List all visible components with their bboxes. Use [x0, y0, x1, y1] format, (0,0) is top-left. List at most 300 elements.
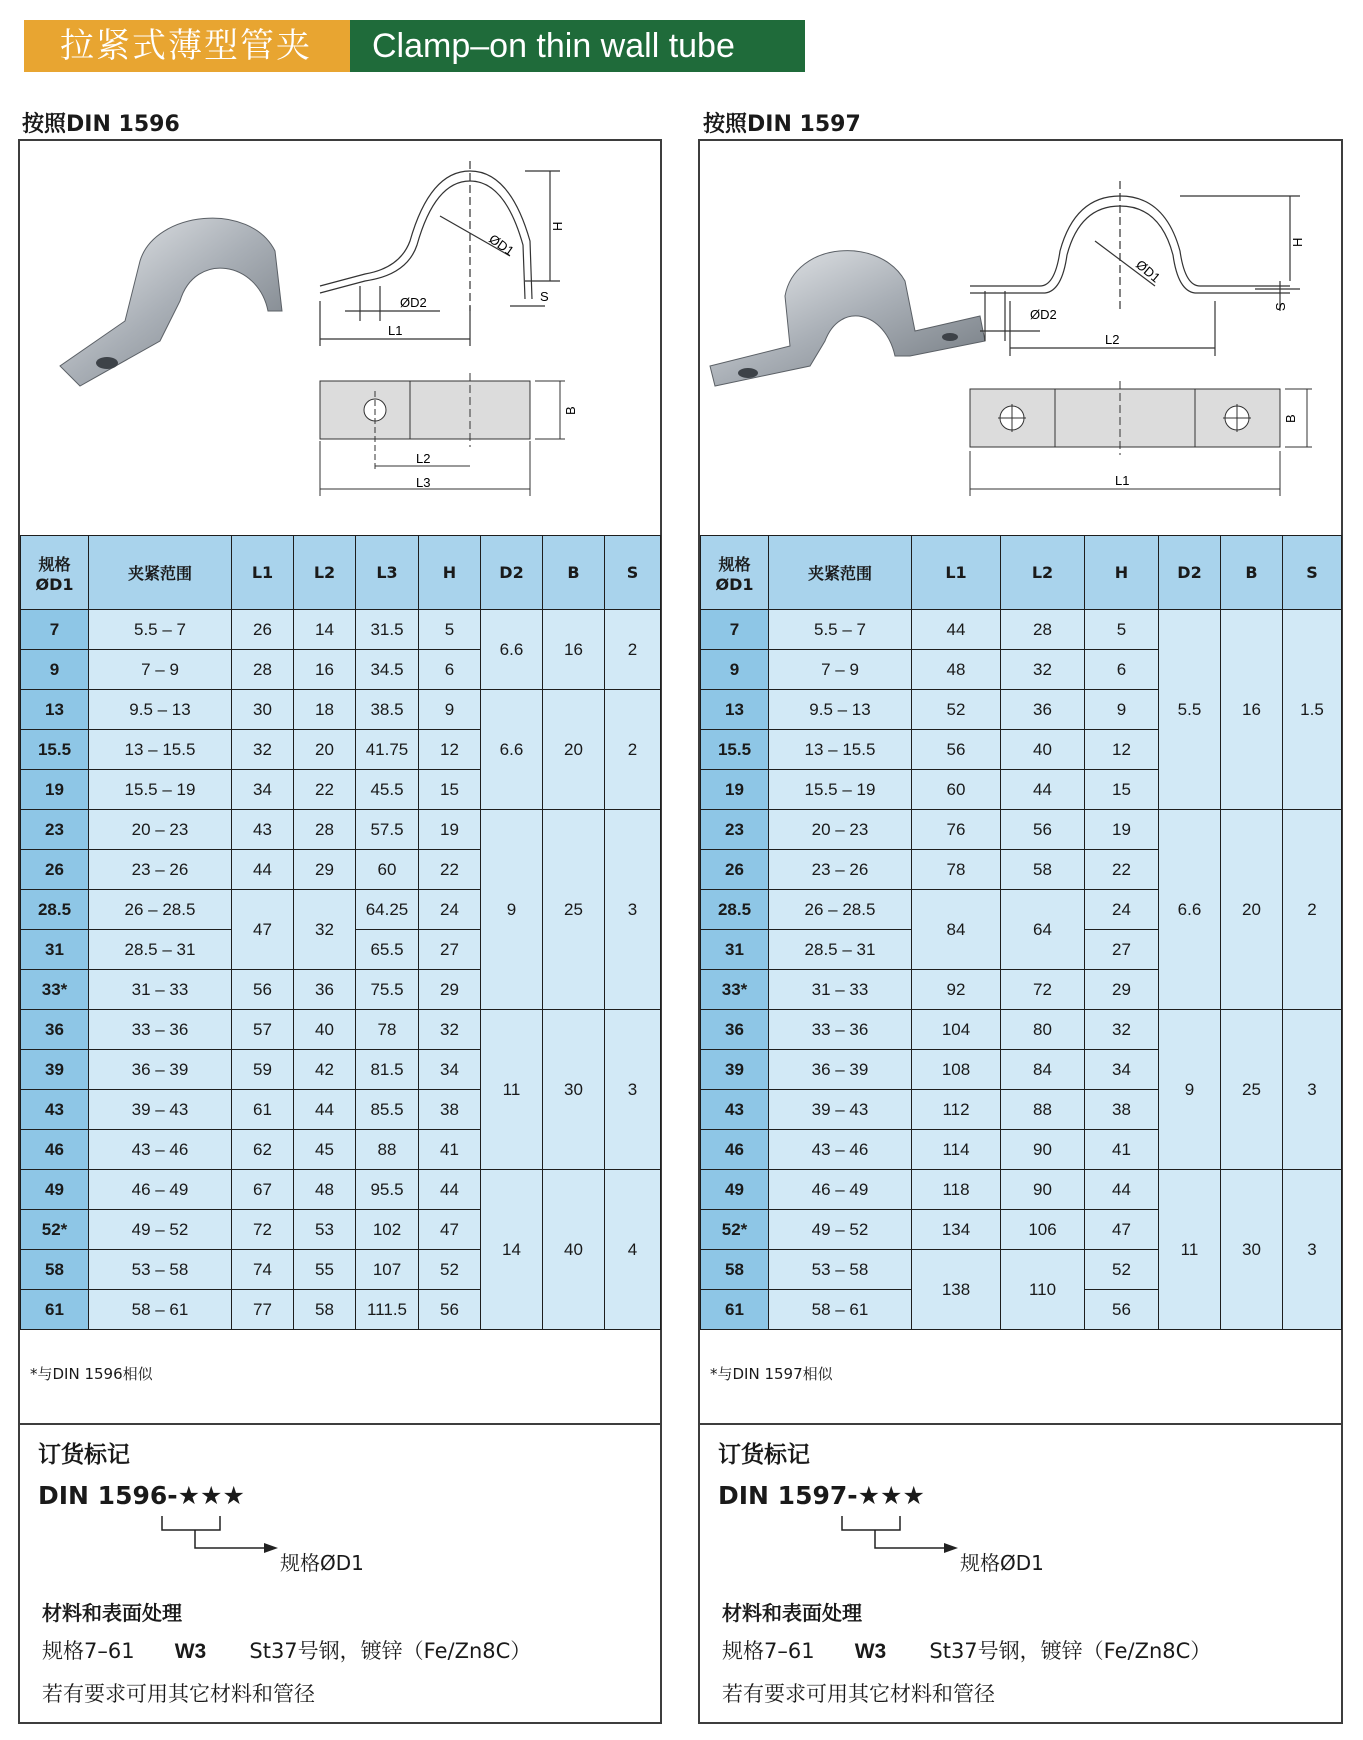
- header-cell: B: [1221, 536, 1283, 610]
- header-cell: L2: [1001, 536, 1085, 610]
- value-cell: 42: [294, 1050, 356, 1090]
- left-order-title: 订货标记: [38, 1442, 130, 1468]
- group-cell-d2: 11: [481, 1010, 543, 1170]
- group-cell-d2: 14: [481, 1170, 543, 1330]
- size-cell: 52*: [701, 1210, 769, 1250]
- right-order-title: 订货标记: [718, 1442, 810, 1468]
- size-cell: 9: [21, 650, 89, 690]
- value-cell: 32: [1001, 650, 1085, 690]
- size-cell: 43: [21, 1090, 89, 1130]
- right-divider: [700, 1423, 1341, 1425]
- value-cell: 26 – 28.5: [769, 890, 912, 930]
- value-cell: 47: [1085, 1210, 1159, 1250]
- value-cell: 38: [1085, 1090, 1159, 1130]
- size-cell: 23: [21, 810, 89, 850]
- value-cell: 56: [232, 970, 294, 1010]
- value-cell: 23 – 26: [89, 850, 232, 890]
- value-cell: 38.5: [356, 690, 419, 730]
- value-cell: 34.5: [356, 650, 419, 690]
- value-cell: 108: [912, 1050, 1001, 1090]
- value-cell: 53 – 58: [89, 1250, 232, 1290]
- left-divider: [20, 1423, 660, 1425]
- value-cell: 36 – 39: [769, 1050, 912, 1090]
- value-cell: 29: [1085, 970, 1159, 1010]
- size-cell: 13: [21, 690, 89, 730]
- value-cell: 28.5 – 31: [89, 930, 232, 970]
- group-cell-s: 3: [605, 1010, 661, 1170]
- header-cell: L1: [232, 536, 294, 610]
- value-cell: 78: [356, 1010, 419, 1050]
- label-h: H: [550, 221, 565, 231]
- value-cell: 57.5: [356, 810, 419, 850]
- header-cell: L1: [912, 536, 1001, 610]
- table-row: [21, 1170, 661, 1210]
- size-cell: 39: [21, 1050, 89, 1090]
- right-material-line: [722, 1635, 1211, 1665]
- clamp-photo: [60, 218, 282, 386]
- value-cell: 60: [912, 770, 1001, 810]
- side-view: [320, 161, 560, 346]
- value-cell: 72: [232, 1210, 294, 1250]
- header-cell: S: [605, 536, 661, 610]
- value-cell: 30: [232, 690, 294, 730]
- size-cell: 7: [701, 610, 769, 650]
- value-cell: 40: [1001, 730, 1085, 770]
- value-cell: 6: [1085, 650, 1159, 690]
- size-cell: 61: [21, 1290, 89, 1330]
- value-cell: 85.5: [356, 1090, 419, 1130]
- value-cell: 32: [419, 1010, 481, 1050]
- left-footnote: *与DIN 1596相似: [30, 1365, 153, 1383]
- left-material-line: [42, 1635, 531, 1665]
- left-heading: 按照DIN 1596: [22, 112, 180, 137]
- size-cell: 43: [701, 1090, 769, 1130]
- size-cell: 46: [21, 1130, 89, 1170]
- right-drawing: [700, 141, 1341, 535]
- value-cell: 31 – 33: [89, 970, 232, 1010]
- value-cell: 55: [294, 1250, 356, 1290]
- value-cell: 28: [1001, 610, 1085, 650]
- size-cell: 19: [701, 770, 769, 810]
- value-cell: 7 – 9: [89, 650, 232, 690]
- table-row: [701, 810, 1342, 850]
- right-panel: [698, 139, 1343, 1724]
- value-cell: 95.5: [356, 1170, 419, 1210]
- value-cell: 62: [232, 1130, 294, 1170]
- value-cell: 90: [1001, 1130, 1085, 1170]
- left-material-note: 若有要求可用其它材料和管径: [42, 1682, 315, 1706]
- group-cell-b: 20: [1221, 810, 1283, 1010]
- size-cell: 49: [21, 1170, 89, 1210]
- group-cell-s: 3: [1283, 1010, 1342, 1170]
- group-cell-s: 2: [605, 610, 661, 690]
- label-l1: L1: [1115, 473, 1130, 488]
- value-cell: 92: [912, 970, 1001, 1010]
- value-cell: 14: [294, 610, 356, 650]
- value-cell: 67: [232, 1170, 294, 1210]
- left-material-grade: 规格7–61: [42, 1639, 135, 1663]
- value-cell: 13 – 15.5: [769, 730, 912, 770]
- right-diagram: [700, 141, 1341, 535]
- value-cell: 60: [356, 850, 419, 890]
- value-cell: 48: [294, 1170, 356, 1210]
- value-cell: 34: [419, 1050, 481, 1090]
- value-cell: 78: [912, 850, 1001, 890]
- value-cell: 134: [912, 1210, 1001, 1250]
- label-s: S: [540, 289, 549, 304]
- value-cell: 43 – 46: [89, 1130, 232, 1170]
- value-cell: 52: [1085, 1250, 1159, 1290]
- left-order-bracket: [160, 1516, 280, 1556]
- left-order-code: DIN 1596-★★★: [38, 1481, 245, 1510]
- left-spec-table: [20, 535, 661, 1330]
- value-cell: 24: [1085, 890, 1159, 930]
- group-cell-d2: 6.6: [481, 690, 543, 810]
- value-cell: 28: [294, 810, 356, 850]
- right-material-grade: 规格7–61: [722, 1639, 815, 1663]
- value-cell: 64.25: [356, 890, 419, 930]
- size-cell: 19: [21, 770, 89, 810]
- value-cell: 46 – 49: [89, 1170, 232, 1210]
- label-d2: ØD2: [400, 295, 427, 310]
- label-d1: ØD1: [486, 231, 517, 259]
- value-cell: 15.5 – 19: [89, 770, 232, 810]
- value-cell: 26: [232, 610, 294, 650]
- value-cell: 44: [1085, 1170, 1159, 1210]
- value-cell: 80: [1001, 1010, 1085, 1050]
- group-cell-b: 25: [1221, 1010, 1283, 1170]
- size-cell: 36: [21, 1010, 89, 1050]
- size-cell: 7: [21, 610, 89, 650]
- table-row: [21, 1010, 661, 1050]
- value-cell: 19: [419, 810, 481, 850]
- value-cell: 32: [1085, 1010, 1159, 1050]
- value-cell: 44: [294, 1090, 356, 1130]
- header-cell: D2: [1159, 536, 1221, 610]
- label-b: B: [563, 406, 578, 415]
- value-cell: 38: [419, 1090, 481, 1130]
- label-l1: L1: [388, 323, 403, 338]
- clamp-photo: [710, 251, 985, 386]
- value-cell: 20: [294, 730, 356, 770]
- left-material-title: 材料和表面处理: [42, 1601, 182, 1625]
- size-cell: 49: [701, 1170, 769, 1210]
- size-cell: 58: [701, 1250, 769, 1290]
- value-cell: 77: [232, 1290, 294, 1330]
- left-material-code: W3: [174, 1640, 207, 1663]
- value-cell: 44: [419, 1170, 481, 1210]
- value-cell: 53 – 58: [769, 1250, 912, 1290]
- value-cell: 88: [356, 1130, 419, 1170]
- value-cell: 56: [912, 730, 1001, 770]
- value-cell: 61: [232, 1090, 294, 1130]
- size-cell: 46: [701, 1130, 769, 1170]
- value-cell: 56: [1001, 810, 1085, 850]
- group-cell-b: 16: [1221, 610, 1283, 810]
- group-cell-b: 20: [543, 690, 605, 810]
- value-cell: 5.5 – 7: [89, 610, 232, 650]
- size-cell: 33*: [701, 970, 769, 1010]
- value-cell: 36: [1001, 690, 1085, 730]
- value-cell: 46 – 49: [769, 1170, 912, 1210]
- right-material-note: 若有要求可用其它材料和管径: [722, 1682, 995, 1706]
- value-cell: 41: [1085, 1130, 1159, 1170]
- right-order-bracket: [840, 1516, 960, 1556]
- value-cell: 52: [419, 1250, 481, 1290]
- size-cell: 31: [701, 930, 769, 970]
- label-d2: ØD2: [1030, 307, 1057, 322]
- size-cell: 26: [21, 850, 89, 890]
- value-cell: 41.75: [356, 730, 419, 770]
- value-cell: 22: [419, 850, 481, 890]
- value-cell: 53: [294, 1210, 356, 1250]
- group-cell-d2: 6.6: [481, 610, 543, 690]
- value-cell: 29: [419, 970, 481, 1010]
- value-cell: 84: [912, 890, 1001, 970]
- value-cell: 48: [912, 650, 1001, 690]
- size-cell: 15.5: [701, 730, 769, 770]
- group-cell-b: 40: [543, 1170, 605, 1330]
- value-cell: 18: [294, 690, 356, 730]
- value-cell: 45.5: [356, 770, 419, 810]
- header-cell: L2: [294, 536, 356, 610]
- right-order-label: 规格ØD1: [960, 1551, 1044, 1575]
- value-cell: 9.5 – 13: [89, 690, 232, 730]
- value-cell: 56: [419, 1290, 481, 1330]
- value-cell: 107: [356, 1250, 419, 1290]
- group-cell-b: 25: [543, 810, 605, 1010]
- value-cell: 32: [294, 890, 356, 970]
- table-row: [701, 610, 1342, 650]
- value-cell: 58 – 61: [89, 1290, 232, 1330]
- value-cell: 52: [912, 690, 1001, 730]
- plan-view: [320, 373, 565, 496]
- left-material-desc: St37号钢，镀锌（Fe/Zn8C）: [249, 1639, 532, 1663]
- header-cell: 夹紧范围: [89, 536, 232, 610]
- value-cell: 47: [232, 890, 294, 970]
- value-cell: 64: [1001, 890, 1085, 970]
- value-cell: 58: [1001, 850, 1085, 890]
- header-cell: S: [1283, 536, 1342, 610]
- value-cell: 29: [294, 850, 356, 890]
- value-cell: 74: [232, 1250, 294, 1290]
- value-cell: 5: [419, 610, 481, 650]
- size-cell: 39: [701, 1050, 769, 1090]
- value-cell: 28.5 – 31: [769, 930, 912, 970]
- value-cell: 24: [419, 890, 481, 930]
- value-cell: 33 – 36: [89, 1010, 232, 1050]
- value-cell: 41: [419, 1130, 481, 1170]
- value-cell: 6: [419, 650, 481, 690]
- value-cell: 27: [1085, 930, 1159, 970]
- value-cell: 39 – 43: [769, 1090, 912, 1130]
- value-cell: 9: [1085, 690, 1159, 730]
- size-cell: 33*: [21, 970, 89, 1010]
- value-cell: 7 – 9: [769, 650, 912, 690]
- group-cell-d2: 9: [1159, 1010, 1221, 1170]
- label-h: H: [1290, 237, 1305, 247]
- right-material-title: 材料和表面处理: [722, 1601, 862, 1625]
- header-cell: L3: [356, 536, 419, 610]
- value-cell: 88: [1001, 1090, 1085, 1130]
- value-cell: 9.5 – 13: [769, 690, 912, 730]
- value-cell: 114: [912, 1130, 1001, 1170]
- value-cell: 45: [294, 1130, 356, 1170]
- value-cell: 5.5 – 7: [769, 610, 912, 650]
- value-cell: 49 – 52: [769, 1210, 912, 1250]
- value-cell: 9: [419, 690, 481, 730]
- value-cell: 33 – 36: [769, 1010, 912, 1050]
- value-cell: 16: [294, 650, 356, 690]
- value-cell: 75.5: [356, 970, 419, 1010]
- group-cell-s: 2: [605, 690, 661, 810]
- left-order-label: 规格ØD1: [280, 1551, 364, 1575]
- value-cell: 5: [1085, 610, 1159, 650]
- size-cell: 15.5: [21, 730, 89, 770]
- value-cell: 81.5: [356, 1050, 419, 1090]
- value-cell: 59: [232, 1050, 294, 1090]
- value-cell: 43: [232, 810, 294, 850]
- table-row: [21, 810, 661, 850]
- value-cell: 90: [1001, 1170, 1085, 1210]
- value-cell: 84: [1001, 1050, 1085, 1090]
- table-row: [21, 690, 661, 730]
- value-cell: 27: [419, 930, 481, 970]
- value-cell: 44: [912, 610, 1001, 650]
- header-cell: 规格 ØD1: [21, 536, 89, 610]
- label-l2: L2: [1105, 332, 1120, 347]
- size-cell: 28.5: [21, 890, 89, 930]
- table-row: [701, 1170, 1342, 1210]
- value-cell: 104: [912, 1010, 1001, 1050]
- group-cell-s: 1.5: [1283, 610, 1342, 810]
- group-cell-d2: 11: [1159, 1170, 1221, 1330]
- size-cell: 26: [701, 850, 769, 890]
- size-cell: 52*: [21, 1210, 89, 1250]
- value-cell: 58: [294, 1290, 356, 1330]
- value-cell: 19: [1085, 810, 1159, 850]
- size-cell: 28.5: [701, 890, 769, 930]
- left-diagram: [20, 141, 660, 535]
- header-cell: H: [419, 536, 481, 610]
- value-cell: 40: [294, 1010, 356, 1050]
- size-cell: 61: [701, 1290, 769, 1330]
- value-cell: 31.5: [356, 610, 419, 650]
- header-cell: 规格 ØD1: [701, 536, 769, 610]
- value-cell: 20 – 23: [89, 810, 232, 850]
- size-cell: 23: [701, 810, 769, 850]
- size-cell: 9: [701, 650, 769, 690]
- label-l2: L2: [416, 451, 431, 466]
- value-cell: 110: [1001, 1250, 1085, 1330]
- size-cell: 58: [21, 1250, 89, 1290]
- value-cell: 111.5: [356, 1290, 419, 1330]
- right-order-code: DIN 1597-★★★: [718, 1481, 925, 1510]
- value-cell: 32: [232, 730, 294, 770]
- value-cell: 36 – 39: [89, 1050, 232, 1090]
- group-cell-s: 4: [605, 1170, 661, 1330]
- right-material-code: W3: [854, 1640, 887, 1663]
- value-cell: 65.5: [356, 930, 419, 970]
- value-cell: 13 – 15.5: [89, 730, 232, 770]
- value-cell: 22: [294, 770, 356, 810]
- right-footnote: *与DIN 1597相似: [710, 1365, 833, 1383]
- value-cell: 34: [1085, 1050, 1159, 1090]
- value-cell: 15: [419, 770, 481, 810]
- group-cell-s: 2: [1283, 810, 1342, 1010]
- value-cell: 44: [232, 850, 294, 890]
- value-cell: 34: [232, 770, 294, 810]
- value-cell: 36: [294, 970, 356, 1010]
- group-cell-d2: 5.5: [1159, 610, 1221, 810]
- table-row: [701, 1010, 1342, 1050]
- group-cell-d2: 6.6: [1159, 810, 1221, 1010]
- value-cell: 15: [1085, 770, 1159, 810]
- value-cell: 102: [356, 1210, 419, 1250]
- value-cell: 22: [1085, 850, 1159, 890]
- value-cell: 44: [1001, 770, 1085, 810]
- value-cell: 58 – 61: [769, 1290, 912, 1330]
- value-cell: 12: [1085, 730, 1159, 770]
- group-cell-s: 3: [605, 810, 661, 1010]
- right-material-desc: St37号钢，镀锌（Fe/Zn8C）: [929, 1639, 1212, 1663]
- value-cell: 112: [912, 1090, 1001, 1130]
- value-cell: 39 – 43: [89, 1090, 232, 1130]
- group-cell-d2: 9: [481, 810, 543, 1010]
- label-l3: L3: [416, 475, 431, 490]
- value-cell: 23 – 26: [769, 850, 912, 890]
- right-spec-table: [700, 535, 1342, 1330]
- value-cell: 20 – 23: [769, 810, 912, 850]
- left-panel: [18, 139, 662, 1724]
- header-cell: 夹紧范围: [769, 536, 912, 610]
- group-cell-b: 30: [1221, 1170, 1283, 1330]
- value-cell: 118: [912, 1170, 1001, 1210]
- group-cell-s: 3: [1283, 1170, 1342, 1330]
- value-cell: 28: [232, 650, 294, 690]
- value-cell: 43 – 46: [769, 1130, 912, 1170]
- value-cell: 12: [419, 730, 481, 770]
- header-cell: H: [1085, 536, 1159, 610]
- label-s: S: [1273, 302, 1288, 311]
- value-cell: 26 – 28.5: [89, 890, 232, 930]
- value-cell: 47: [419, 1210, 481, 1250]
- value-cell: 72: [1001, 970, 1085, 1010]
- label-b: B: [1283, 414, 1298, 423]
- title-chinese: 拉紧式薄型管夹: [24, 20, 350, 72]
- left-drawing: [20, 141, 660, 535]
- size-cell: 36: [701, 1010, 769, 1050]
- group-cell-b: 30: [543, 1010, 605, 1170]
- size-cell: 13: [701, 690, 769, 730]
- header-cell: D2: [481, 536, 543, 610]
- title-english: Clamp–on thin wall tube: [350, 20, 805, 72]
- size-cell: 31: [21, 930, 89, 970]
- value-cell: 106: [1001, 1210, 1085, 1250]
- value-cell: 57: [232, 1010, 294, 1050]
- right-heading: 按照DIN 1597: [703, 112, 861, 137]
- value-cell: 49 – 52: [89, 1210, 232, 1250]
- group-cell-b: 16: [543, 610, 605, 690]
- plan-view: [970, 381, 1312, 496]
- label-d1: ØD1: [1133, 256, 1164, 286]
- header-cell: B: [543, 536, 605, 610]
- value-cell: 15.5 – 19: [769, 770, 912, 810]
- value-cell: 31 – 33: [769, 970, 912, 1010]
- table-row: [21, 610, 661, 650]
- value-cell: 76: [912, 810, 1001, 850]
- value-cell: 56: [1085, 1290, 1159, 1330]
